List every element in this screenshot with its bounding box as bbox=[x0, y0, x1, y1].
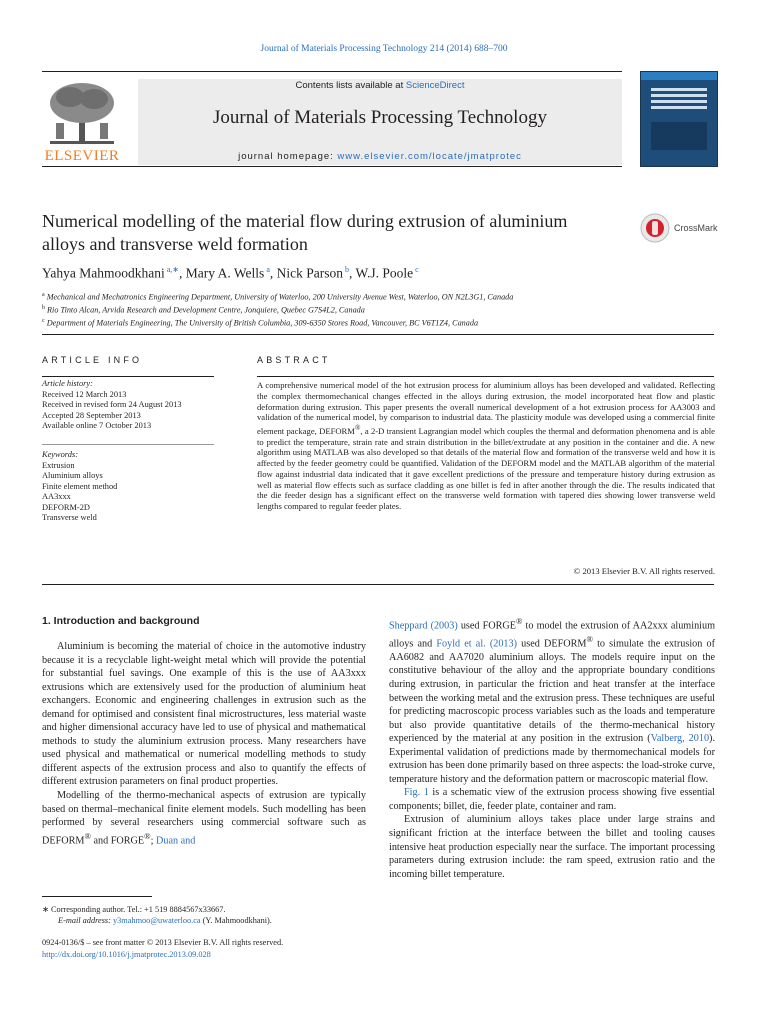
email-note: E-mail address: y3mahmoo@uwaterloo.ca (Y. Mahmoodkhani). bbox=[58, 916, 272, 925]
keyword-item: DEFORM-2D bbox=[42, 502, 90, 512]
author-name[interactable]: Yahya Mahmoodkhani bbox=[42, 265, 165, 281]
history-keywords-rule bbox=[42, 444, 214, 445]
keywords-label: Keywords: bbox=[42, 450, 78, 459]
keyword-item: Aluminium alloys bbox=[42, 471, 103, 480]
journal-title: Journal of Materials Processing Technology bbox=[213, 107, 547, 128]
keyword-item: Finite element method bbox=[42, 481, 118, 491]
keyword-item: Transverse weld bbox=[42, 513, 97, 522]
elsevier-wordmark: ELSEVIER bbox=[44, 148, 120, 164]
history-item: Available online 7 October 2013 bbox=[42, 421, 152, 430]
keyword-item: Extrusion bbox=[42, 460, 75, 470]
article-info-rule bbox=[42, 376, 214, 377]
intro-section-heading: 1. Introduction and background bbox=[42, 615, 200, 627]
article-history-label: Article history: bbox=[42, 379, 93, 388]
crossmark-icon bbox=[640, 213, 670, 243]
journal-homepage-line: journal homepage: www.elsevier.com/locate/jmatprotec bbox=[238, 151, 522, 162]
author-affil-mark[interactable]: a,∗ bbox=[166, 265, 180, 274]
footnote-rule bbox=[42, 896, 152, 897]
journal-masthead bbox=[42, 71, 718, 167]
affiliation-item: $^b$ Rio Tinto Alcan, Arvida Research and Development Centre, Jonquiere, Quebec G7S4L2, Canada bbox=[42, 305, 365, 315]
body-paragraph: Fig. 1 is a schematic view of the extrusion process showing five essential components; billet, die, feeder plate, container and ram. bbox=[389, 787, 715, 812]
crossmark-badge[interactable] bbox=[640, 213, 720, 245]
masthead-bottom-rule bbox=[42, 166, 622, 167]
body-paragraph: Extrusion of aluminium alloys takes place under large strains and significant friction at the interface between the billet and tooling causes intensive heat production especially near the surface. The important processing parameters during extrusion include: the ram speed, extrusion ratio and the incoming billet temperature. bbox=[389, 814, 715, 880]
citation-link[interactable]: Duan and bbox=[156, 835, 196, 847]
journal-cover-thumbnail[interactable] bbox=[640, 71, 718, 167]
history-item: Received in revised form 24 August 2013 bbox=[42, 400, 182, 409]
author-name[interactable]: Mary A. Wells bbox=[185, 265, 265, 281]
crossmark-label: CrossMark bbox=[674, 223, 718, 233]
author-affil-mark[interactable]: a bbox=[266, 265, 270, 274]
body-left-column bbox=[42, 640, 366, 848]
body-paragraph: Aluminium is becoming the material of choice in the automotive industry because it is a recyclable light-weight metal which will provide the potential for substantial fuel savings. One example of this is the use of AA3xxx extrusions which are extensively used for the production of aluminium heat exchangers. Economic and engineering challenges in extrusion such as the demand for optimised and consistent final microstructures, less material waste and higher dimensional accuracy have led to use of physical and mathematical methods to study the aluminium extrusion process. Many researchers have used physical and mathematical or numerical modelling methods to study different aspects of the extrusion process and also to quantify the effects of different extrusion parameters on final product properties. bbox=[42, 641, 366, 788]
author-affil-mark[interactable]: c bbox=[415, 265, 419, 274]
abstract-rule bbox=[257, 376, 714, 377]
body-right-column bbox=[389, 615, 715, 881]
history-item: Accepted 28 September 2013 bbox=[42, 410, 141, 420]
keywords bbox=[42, 450, 214, 524]
footnotes bbox=[42, 904, 366, 926]
citation-link[interactable]: Sheppard (2003) bbox=[389, 620, 458, 632]
affiliation-item: $^a$ Mechanical and Mechatronics Engineering Department, University of Waterloo, 200 University Avenue West, Waterloo, ON N2L3G1, Canada bbox=[42, 292, 514, 302]
keyword-item: AA3xxx bbox=[42, 492, 71, 501]
masthead-top-rule bbox=[42, 71, 622, 72]
article-title: Numerical modelling of the material flow during extrusion of aluminium alloys and transverse weld formation bbox=[42, 211, 568, 254]
article-info-heading: ARTICLE INFO bbox=[42, 355, 143, 365]
section-divider bbox=[42, 334, 714, 335]
abstract-heading: ABSTRACT bbox=[257, 355, 331, 365]
contents-available-line: Contents lists available at ScienceDirect bbox=[295, 80, 465, 91]
author-name[interactable]: Nick Parson bbox=[276, 265, 343, 281]
body-paragraph: Modelling of the thermo-mechanical aspects of extrusion are typically based on thermal–mechanical finite element models. Such modelling has been performed by several researchers using commercial software such as DEFORM® and FORGE®; Duan and bbox=[42, 790, 366, 847]
body-paragraph: Sheppard (2003) used FORGE® to model the extrusion of AA2xxx aluminium alloys and Foyld et al. (2013) used DEFORM® to simulate the extrusion of AA6082 and AA7020 aluminium alloys. The models require input on the constitutive behaviour of the alloy and the appropriate boundary conditions during extrusion, in particular the friction and heat transfer at the interface between the working metal and the extrusion press. These techniques are useful for predicting macroscopic process variables such as the loads and temperature but also provide quantitative details of the thermo-mechanical history experienced by the material at any position in the extrusion (Valberg, 2010). Experimental validation of predictions made by thermomechanical models for extrusion has been done primarily based on three aspects: the load-stroke curve, temperature history and the deformation pattern or macroscopic material flow. bbox=[389, 616, 716, 785]
issn-line: 0924-0136/$ – see front matter © 2013 Elsevier B.V. All rights reserved. bbox=[42, 938, 284, 947]
doi-link[interactable]: http://dx.doi.org/10.1016/j.jmatprotec.2013.09.028 bbox=[42, 949, 211, 959]
author-list: Yahya Mahmoodkhani $^{a,∗}$, Mary A. Wells $^a$, Nick Parson $^b$, W.J. Poole $^c$ bbox=[42, 265, 419, 281]
affiliation-item: $^c$ Department of Materials Engineering, The University of British Columbia, 309-6350 Stores Road, Vancouver, BC V6T1Z4, Canada bbox=[42, 318, 479, 329]
figure-link[interactable]: Fig. 1 bbox=[404, 787, 429, 799]
journal-homepage-link[interactable]: www.elsevier.com/locate/jmatprotec bbox=[337, 151, 522, 162]
journal-title-band bbox=[138, 79, 622, 165]
history-item: Received 12 March 2013 bbox=[42, 389, 127, 399]
citation-link[interactable]: Foyld et al. (2013) bbox=[436, 638, 518, 650]
abstract-body: A comprehensive numerical model of the hot extrusion process for aluminium alloys has been developed and validated. Reflecting the complex thermomechanical changes effected in the alloys during extrusion, the model incorporated heat flow and plastic deformation during extrusion. This paper presents the overall numerical development of a hot extrusion process for AA3003 and validation of the numerical model, by comparison to industrial data. The plasticity module was developed using a commercial finite element package, DEFORM®, a 2-D transient Lagrangian model which couples the thermal and deformation phenomena and is able to predict the temperature, strain rate and strain distribution in the billet/extrudate at any position in the container and die. A new algorithm using MATLAB was also developed so that details of the material flow and formation of the transverse weld and how it is affected by the feeder geometry could be quantified. Validation of the DEFORM model and the MATLAB algorithm of the material flow against industrial data indicated that it gave excellent predictions of the pressure and temperature history during extrusion as well as material flow effects such as surface cladding as one billet is fed in after another through the die. The results indicated that the die feeder design has a significant effect on the transverse weld formation with tapered dies showing lower transverse weld lengths compared to regular feeder plates. bbox=[257, 380, 716, 512]
affiliation-list bbox=[42, 290, 722, 330]
corresponding-author-note: ∗ Corresponding author. Tel.: +1 519 8884567x33667. bbox=[42, 905, 226, 914]
abstract-copyright: © 2013 Elsevier B.V. All rights reserved. bbox=[573, 566, 715, 576]
sciencedirect-link[interactable]: ScienceDirect bbox=[405, 80, 465, 91]
abstract-bottom-rule bbox=[42, 584, 714, 585]
author-name[interactable]: W.J. Poole bbox=[355, 265, 414, 281]
issn-doi-block bbox=[42, 937, 372, 960]
journal-citation-link[interactable]: Journal of Materials Processing Technology 214 (2014) 688–700 bbox=[260, 44, 508, 54]
article-history bbox=[42, 379, 214, 432]
citation-link[interactable]: Valberg, 2010 bbox=[650, 733, 710, 745]
email-link[interactable]: y3mahmoo@uwaterloo.ca bbox=[113, 916, 201, 925]
author-affil-mark[interactable]: b bbox=[345, 265, 349, 274]
